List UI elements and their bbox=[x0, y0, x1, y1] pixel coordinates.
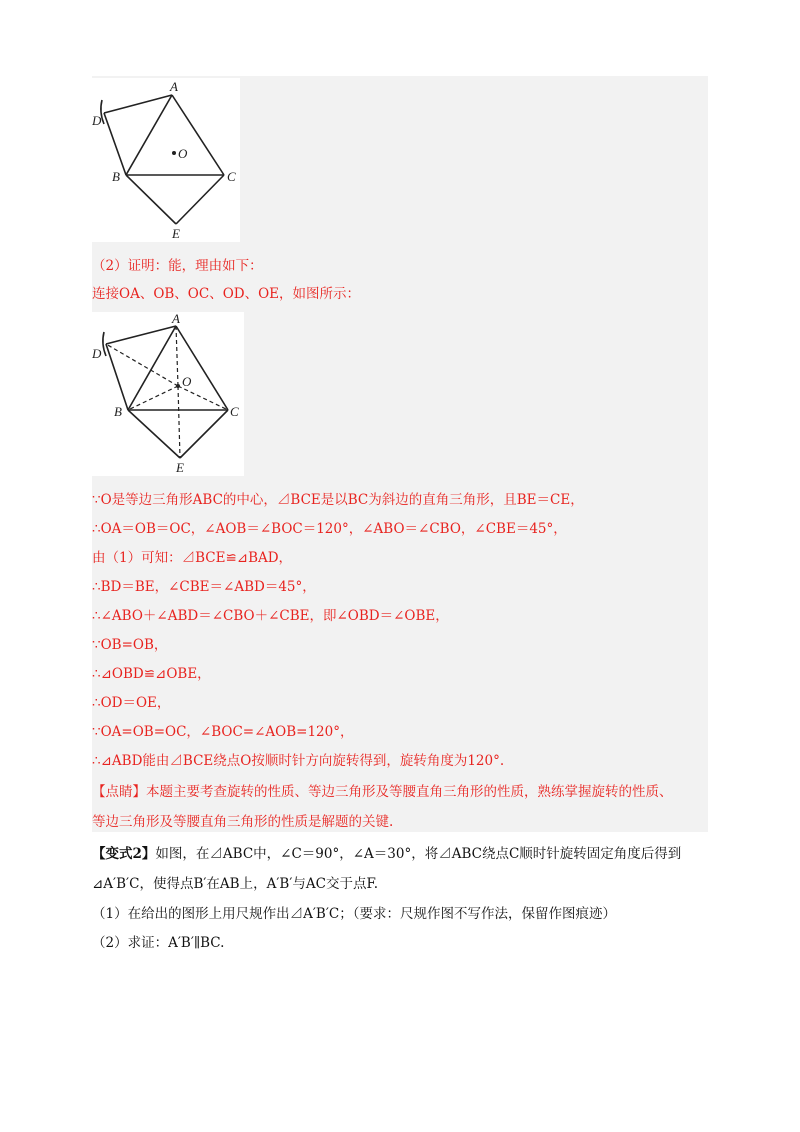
comment-line-1: 【点睛】本题主要考查旋转的性质、等边三角形及等腰直角三角形的性质，熟练掌握旋转的性质、 bbox=[92, 784, 673, 800]
segment-ab bbox=[128, 326, 176, 410]
label-a: A bbox=[172, 312, 180, 326]
segment-ac bbox=[176, 326, 228, 410]
label-c: C bbox=[230, 404, 239, 419]
label-b: B bbox=[114, 404, 122, 419]
label-d: D bbox=[92, 113, 102, 128]
variant-text-1: 如图，在⊿ABC中，∠C＝90°，∠A＝30°，将⊿ABC绕点C顺时针旋转固定角度后得到 bbox=[155, 846, 682, 862]
solution-line-3: ∵O是等边三角形ABC的中心，⊿BCE是以BC为斜边的直角三角形，且BE＝CE， bbox=[92, 492, 584, 508]
solution-line-7: ∴∠ABO＋∠ABD＝∠CBO＋∠CBE，即∠OBD＝∠OBE， bbox=[92, 608, 449, 624]
segment-ab bbox=[126, 95, 172, 175]
segment-oe bbox=[178, 386, 180, 458]
segment-ac bbox=[172, 95, 224, 175]
variant-line-1 bbox=[92, 844, 681, 864]
segment-be bbox=[128, 410, 180, 458]
segment-od bbox=[106, 344, 178, 386]
label-o: O bbox=[178, 146, 188, 161]
solution-line-12: ∴⊿ABD能由⊿BCE绕点O按顺时针方向旋转得到，旋转角度为120°. bbox=[92, 753, 505, 769]
point-o bbox=[172, 151, 176, 155]
variant-tag: 【变式2】 bbox=[92, 846, 156, 862]
point-o bbox=[176, 384, 180, 388]
segment-oa bbox=[176, 326, 178, 386]
figure-1 bbox=[92, 78, 240, 242]
solution-line-6: ∴BD＝BE，∠CBE＝∠ABD＝45°， bbox=[92, 579, 316, 595]
variant-line-4: （2）求证：A′B′∥BC. bbox=[92, 935, 225, 951]
solution-line-4: ∴OA＝OB＝OC，∠AOB＝∠BOC＝120°，∠ABO＝∠CBO，∠CBE＝45°， bbox=[92, 521, 567, 537]
solution-line-9: ∴⊿OBD≌⊿OBE， bbox=[92, 666, 211, 682]
segment-db bbox=[104, 113, 126, 175]
solution-line-8: ∵OB=OB， bbox=[92, 637, 168, 653]
solution-line-1: （2）证明：能，理由如下： bbox=[92, 258, 263, 274]
segment-be bbox=[126, 175, 176, 224]
segment-db bbox=[106, 344, 128, 410]
label-d: D bbox=[92, 346, 102, 361]
segment-ad bbox=[106, 326, 176, 344]
solution-line-5: 由（1）可知：⊿BCE≌⊿BAD， bbox=[92, 550, 293, 566]
label-b: B bbox=[112, 169, 120, 184]
solution-line-10: ∴OD＝OE， bbox=[92, 695, 171, 711]
label-e: E bbox=[172, 226, 180, 241]
variant-line-2: ⊿A′B′C，使得点B′在AB上，A′B′与AC交于点F. bbox=[92, 876, 379, 892]
variant-line-3: （1）在给出的图形上用尺规作出⊿A′B′C；（要求：尺规作图不写作法，保留作图痕迹） bbox=[92, 906, 616, 922]
segment-ad bbox=[104, 95, 172, 113]
segment-ce bbox=[180, 410, 228, 458]
label-o: O bbox=[182, 374, 192, 389]
solution-line-11: ∵OA=OB=OC，∠BOC=∠AOB=120°， bbox=[92, 724, 354, 740]
segment-ce bbox=[176, 175, 224, 224]
comment-line-2: 等边三角形及等腰直角三角形的性质是解题的关键. bbox=[92, 814, 394, 830]
arc-mark bbox=[103, 332, 106, 356]
label-a: A bbox=[170, 79, 178, 94]
figure-2 bbox=[92, 312, 244, 476]
solution-line-2: 连接OA、OB、OC、OD、OE，如图所示： bbox=[92, 286, 361, 302]
figure-1-diagram bbox=[92, 78, 240, 242]
figure-2-diagram bbox=[92, 312, 244, 476]
label-c: C bbox=[227, 169, 236, 184]
label-e: E bbox=[176, 460, 184, 475]
